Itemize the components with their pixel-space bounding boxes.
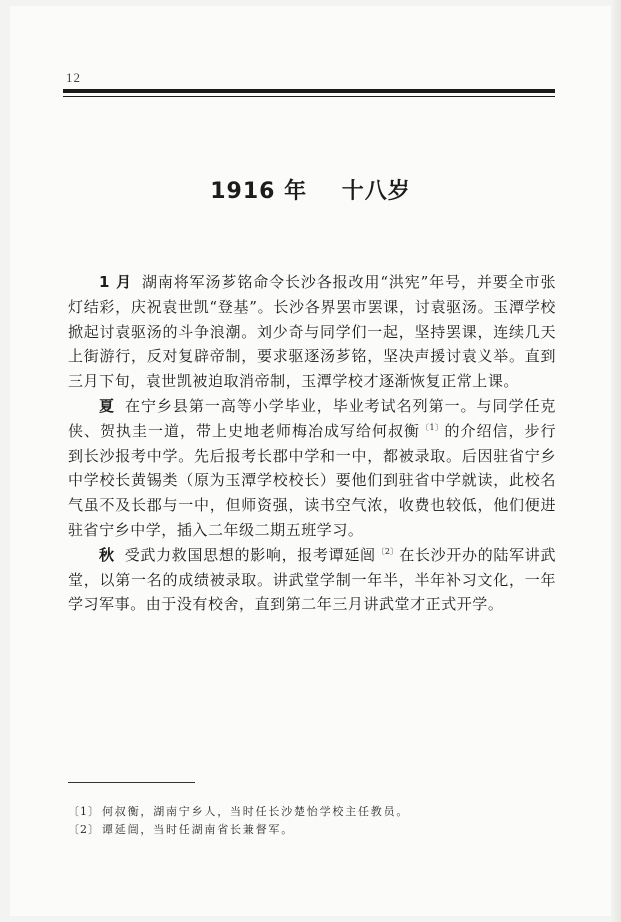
season-label: 1 月: [99, 273, 132, 291]
page-number: 12: [66, 70, 81, 85]
footnote-ref-2[interactable]: 〔2〕: [376, 546, 399, 556]
body-text: [68, 270, 556, 617]
footnote-text: 谭延闿，当时任湖南省长兼督军。: [102, 823, 294, 836]
book-page: [10, 6, 611, 916]
header-rule-thin: [63, 96, 555, 97]
paragraph-summer: [68, 394, 556, 543]
season-label: 秋: [99, 545, 115, 564]
footnote-2: [68, 821, 548, 839]
chapter-title: 1916 年 十八岁: [210, 179, 411, 204]
paragraph-text: 在宁乡县第一高等小学毕业，毕业考试名列第一。与同学任克侠、贺执圭一道，带上史地老师梅冶成写给何叔衡: [68, 396, 556, 440]
page-edge-shadow: [611, 0, 621, 922]
footnote-1: [68, 803, 548, 821]
header-rule-thick: [63, 89, 555, 93]
footnotes: [68, 803, 548, 839]
paragraph-text: 在长沙开办的陆军讲武堂，以第一名的成绩被录取。讲武堂学制一年半，半年补习文化，一年学习军事。由于没有校舍，直到第二年三月讲武堂才正式开学。: [68, 545, 556, 614]
footnote-rule: [68, 782, 195, 783]
footnote-mark: 〔1〕: [68, 805, 100, 818]
footnote-text: 何叔衡，湖南宁乡人，当时任长沙楚怡学校主任教员。: [102, 805, 410, 818]
paragraph-text: 的介绍信，步行到长沙报考中学。先后报考长郡中学和一中，都被录取。后因驻省宁乡中学校长黄锡类（原为玉潭学校校长）要他们到驻省中学就读，此校名气虽不及长郡与一中，但师资强，读书空气浓，收费也较低，他们便进驻省宁乡中学，插入二年级二期五班学习。: [68, 421, 557, 539]
paragraph-autumn: [68, 543, 556, 617]
paragraph-text: 湖南将军汤芗铭命令长沙各报改用“洪宪”年号，并要全市张灯结彩，庆祝袁世凯“登基”。长沙各界罢市罢课，讨袁驱汤。玉潭学校掀起讨袁驱汤的斗争浪潮。刘少奇与同学们一起，坚持罢课，连续几天上街游行，反对复辟帝制，要求驱逐汤芗铭，坚决声援讨袁义举。直到三月下旬，袁世凯被迫取消帝制，玉潭学校才逐渐恢复正常上课。: [68, 273, 556, 391]
footnote-mark: 〔2〕: [68, 823, 100, 836]
paragraph-january: [68, 270, 556, 394]
season-label: 夏: [99, 396, 115, 415]
footnote-ref-1[interactable]: 〔1〕: [421, 422, 444, 432]
paragraph-text: 受武力救国思想的影响，报考谭延闿: [124, 545, 376, 564]
